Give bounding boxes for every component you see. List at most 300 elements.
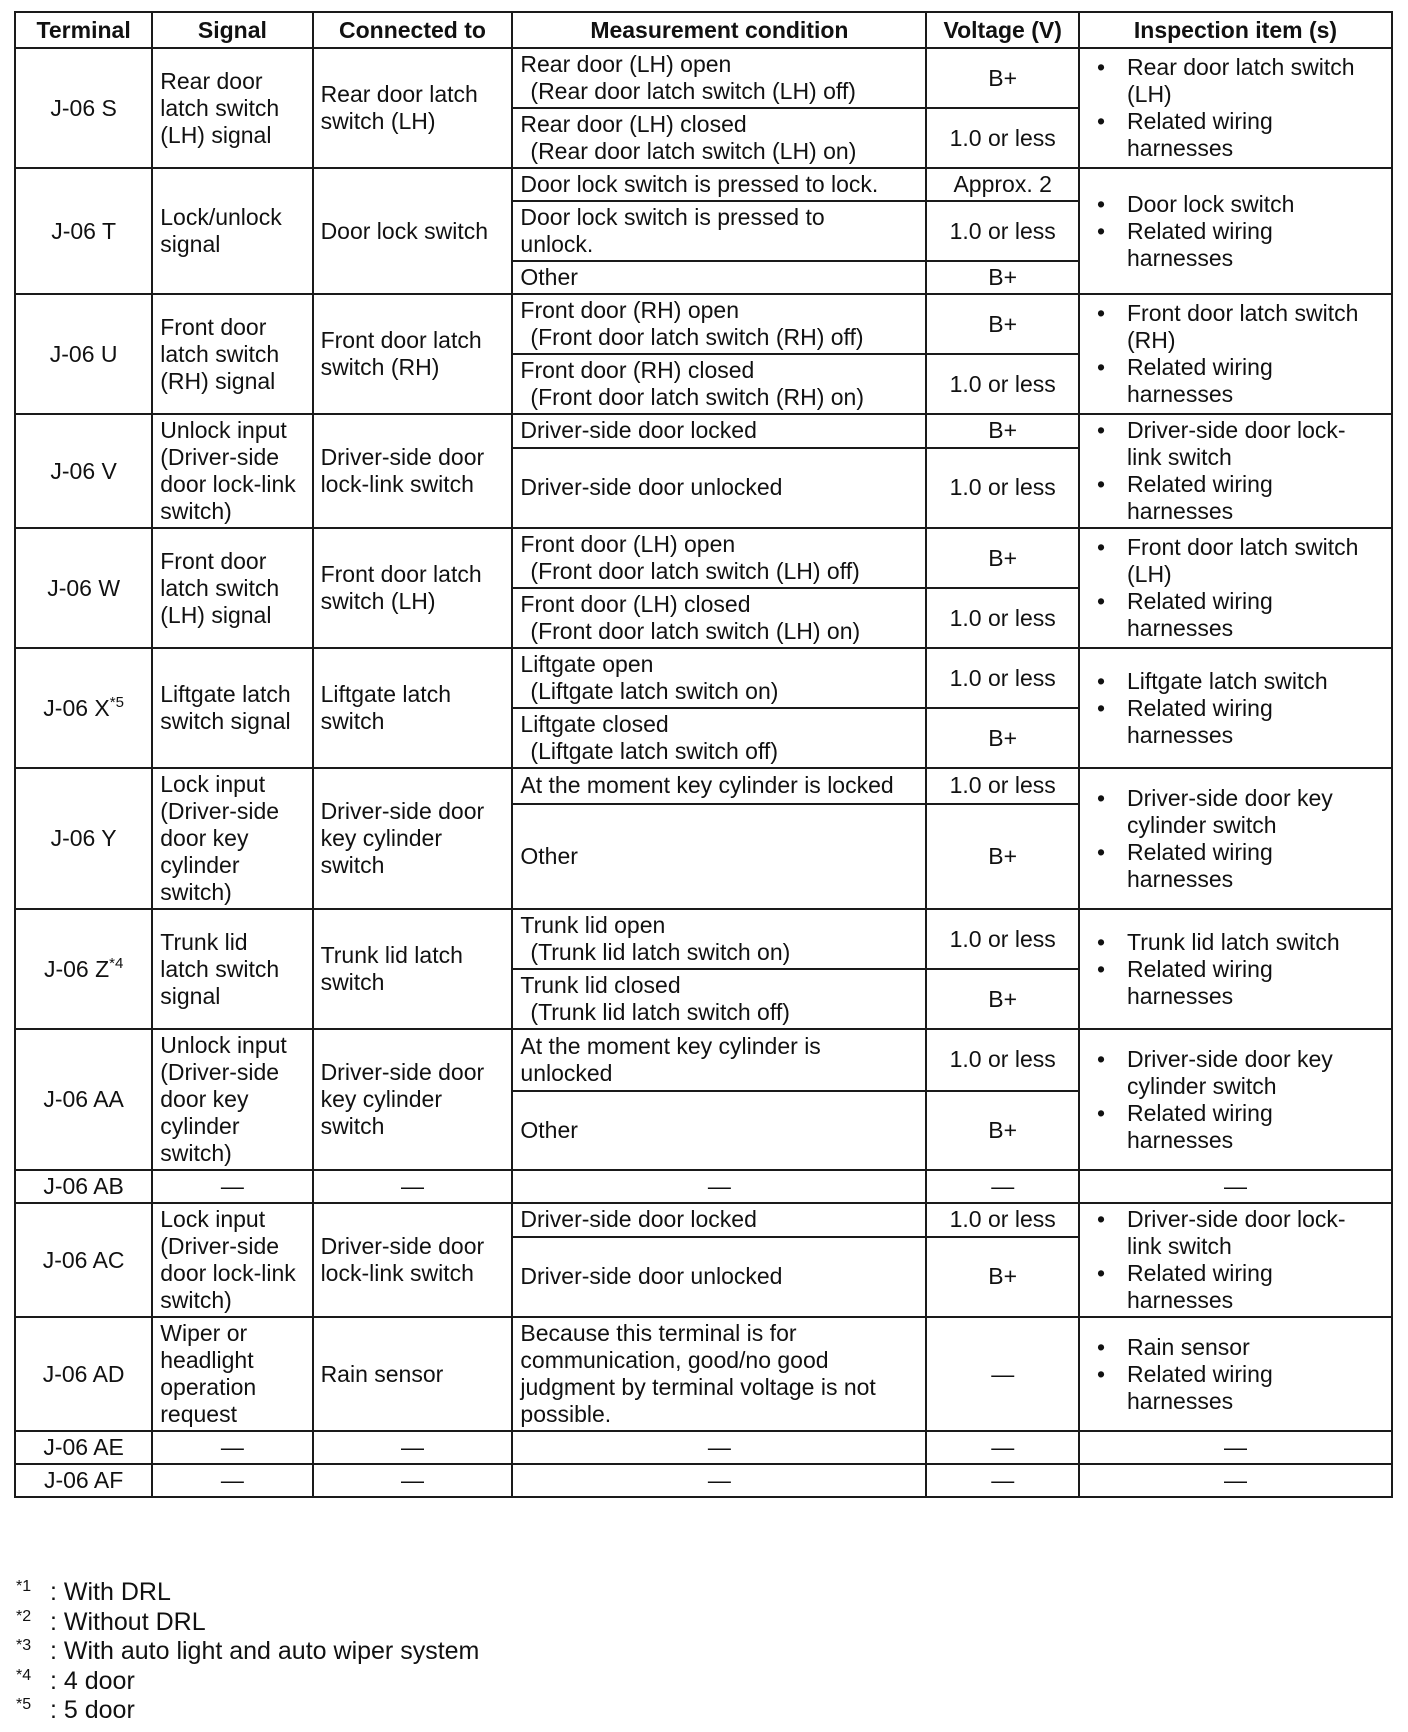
text-line: Related wiring <box>1127 1099 1273 1126</box>
table-row-j-06-z <box>15 909 1392 969</box>
text-line: switch) <box>160 1140 232 1166</box>
text-line: Front door latch switch <box>1127 534 1359 560</box>
text-line: switch (LH) <box>320 108 436 134</box>
text-line: Front door latch <box>320 561 482 587</box>
inspection-item <box>1127 1100 1384 1154</box>
text-line: Driver-side door lock- <box>1127 1206 1346 1232</box>
text-line: Liftgate closed <box>520 711 669 737</box>
terminal-label: J-06 V <box>50 457 117 484</box>
signal-cell <box>152 48 312 168</box>
footnote-text: : With DRL <box>50 1578 171 1606</box>
voltage-cell: B+ <box>926 708 1079 768</box>
text-line: link switch <box>1127 444 1232 470</box>
connected-to-cell <box>313 528 513 648</box>
inspection-item <box>1127 839 1384 893</box>
inspection-items-cell <box>1079 294 1392 414</box>
text-line: Front door <box>160 547 267 574</box>
connected-to-cell <box>313 768 513 909</box>
text-line: (LH) <box>1127 81 1172 107</box>
terminal-label: J-06 X <box>43 694 110 721</box>
text-line: Front door <box>160 313 267 340</box>
text-line: Liftgate latch <box>160 681 291 707</box>
measurement-condition-cell <box>512 108 926 168</box>
header-voltage: Voltage (V) <box>926 12 1079 48</box>
signal-cell <box>152 528 312 648</box>
footnote-ref: *5 <box>109 693 124 711</box>
voltage-cell: B+ <box>926 1237 1079 1317</box>
text-line: latch switch <box>160 340 280 367</box>
text-line: Related wiring <box>1127 1360 1273 1387</box>
terminal-cell <box>15 168 152 294</box>
text-line: Driver-side door <box>320 444 485 470</box>
terminal-cell <box>15 294 152 414</box>
inspection-list <box>1087 785 1384 893</box>
text-line: Door lock switch is pressed to lock. <box>520 171 879 197</box>
terminal-label: J-06 S <box>50 94 117 121</box>
voltage-cell: 1.0 or less <box>926 1029 1079 1091</box>
inspection-item <box>1127 1260 1384 1314</box>
measurement-condition-cell <box>512 201 926 261</box>
voltage-cell: 1.0 or less <box>926 108 1079 168</box>
terminal-label: J-06 T <box>51 217 117 244</box>
voltage-cell: B+ <box>926 261 1079 294</box>
text-line: lock-link switch <box>320 471 474 497</box>
connected-to-cell <box>313 168 513 294</box>
text-line: possible. <box>520 1401 612 1427</box>
connected-to-cell <box>313 909 513 1029</box>
text-line: Other <box>520 1116 578 1143</box>
text-line: switch (RH) <box>320 354 440 380</box>
text-line: Rain sensor <box>320 1360 444 1387</box>
footnote-item <box>16 1578 479 1608</box>
text-line: (Trunk lid latch switch on) <box>530 939 791 965</box>
table-row-j-06-aa <box>15 1029 1392 1091</box>
text-line: Driver-side door key <box>1127 784 1333 811</box>
measurement-condition-cell <box>512 588 926 648</box>
text-line: Door lock switch <box>1127 190 1295 217</box>
measurement-condition-cell <box>512 969 926 1029</box>
text-line: Driver-side door <box>320 1233 485 1259</box>
inspection-items-cell <box>1079 168 1392 294</box>
text-line: Liftgate open <box>520 651 654 677</box>
signal-cell <box>152 168 312 294</box>
text-line: (Driver-side <box>160 1233 280 1259</box>
text-line: (Rear door latch switch (LH) off) <box>530 78 856 104</box>
inspection-item <box>1127 108 1384 162</box>
voltage-cell: B+ <box>926 414 1079 448</box>
inspection-item <box>1127 956 1384 1010</box>
inspection-item <box>1127 929 1384 956</box>
text-line: Lock/unlock <box>160 204 282 230</box>
text-line: headlight <box>160 1347 254 1373</box>
inspection-items-cell <box>1079 1317 1392 1431</box>
inspection-item <box>1127 1046 1384 1100</box>
terminal-cell <box>15 48 152 168</box>
terminal-label: J-06 Y <box>50 825 117 851</box>
measurement-condition-cell <box>512 708 926 768</box>
text-line: Related wiring <box>1127 1260 1273 1286</box>
footnote-text: : 5 door <box>50 1696 135 1724</box>
text-line: Front door latch <box>320 327 482 353</box>
text-line: switch <box>320 852 385 878</box>
text-line: Because this terminal is for <box>520 1320 797 1346</box>
voltage-cell: 1.0 or less <box>926 768 1079 804</box>
inspection-item <box>1127 1334 1384 1361</box>
text-line: signal <box>160 982 221 1009</box>
inspection-item <box>1127 354 1384 408</box>
text-line: Door lock switch <box>320 217 488 244</box>
inspection-list <box>1087 417 1384 525</box>
text-line: harnesses <box>1127 381 1234 407</box>
text-line: request <box>160 1401 237 1427</box>
inspection-item <box>1127 54 1384 108</box>
inspection-item <box>1127 534 1384 588</box>
table-row-j-06-af <box>15 1464 1392 1497</box>
text-line: Front door (RH) closed <box>520 357 755 383</box>
text-line: (Front door latch switch (RH) on) <box>530 384 864 410</box>
text-line: cylinder switch <box>1127 811 1277 838</box>
terminal-label: J-06 AD <box>42 1360 125 1387</box>
text-line: operation <box>160 1374 257 1400</box>
measurement-condition-cell <box>512 448 926 528</box>
measurement-condition-cell <box>512 1237 926 1317</box>
text-line: cylinder switch <box>1127 1072 1277 1099</box>
text-line: (Driver-side <box>160 798 280 824</box>
connected-to-cell-empty: — <box>313 1464 513 1497</box>
footnote-mark: *2 <box>16 1607 32 1625</box>
measurement-condition-cell <box>512 354 926 414</box>
table-row-j-06-u <box>15 294 1392 354</box>
text-line: Driver-side door <box>320 798 485 824</box>
inspection-item <box>1127 300 1384 354</box>
terminal-cell <box>15 1170 152 1203</box>
text-line: (Front door latch switch (RH) off) <box>530 324 864 350</box>
voltage-cell: 1.0 or less <box>926 648 1079 708</box>
footnote-text: : 4 door <box>50 1666 135 1695</box>
text-line: (Rear door latch switch (LH) on) <box>530 138 857 164</box>
footnote-item <box>16 1637 479 1667</box>
text-line: judgment by terminal voltage is not <box>520 1374 876 1400</box>
header-measurement-condition: Measurement condition <box>512 12 926 48</box>
signal-cell <box>152 414 312 528</box>
text-line: harnesses <box>1127 498 1234 524</box>
terminal-label: J-06 AE <box>43 1434 124 1460</box>
text-line: harnesses <box>1127 1287 1234 1313</box>
text-line: (LH) <box>1127 561 1172 587</box>
terminal-cell <box>15 414 152 528</box>
connected-to-cell <box>313 48 513 168</box>
inspection-list <box>1087 1046 1384 1154</box>
inspection-items-cell <box>1079 909 1392 1029</box>
signal-cell-empty: — <box>152 1170 312 1203</box>
inspection-item <box>1127 668 1384 695</box>
inspection-item <box>1127 1206 1384 1260</box>
inspection-list <box>1087 534 1384 642</box>
inspection-item <box>1127 218 1384 272</box>
connected-to-cell <box>313 1203 513 1317</box>
inspection-list <box>1087 300 1384 408</box>
inspection-cell-empty: — <box>1079 1431 1392 1464</box>
inspection-cell-empty: — <box>1079 1170 1392 1203</box>
inspection-item <box>1127 417 1384 471</box>
text-line: Front door latch switch <box>1127 300 1359 326</box>
voltage-cell: Approx. 2 <box>926 168 1079 201</box>
text-line: (Front door latch switch (LH) off) <box>530 558 860 584</box>
terminal-label: J-06 AA <box>43 1086 124 1112</box>
text-line: (Driver-side <box>160 444 280 470</box>
signal-cell <box>152 1203 312 1317</box>
voltage-cell: 1.0 or less <box>926 588 1079 648</box>
terminal-label: J-06 AF <box>43 1467 124 1493</box>
terminal-cell <box>15 1431 152 1464</box>
text-line: Related wiring <box>1127 108 1273 134</box>
voltage-cell-empty: — <box>926 1170 1079 1203</box>
text-line: Rear door latch switch <box>1127 54 1355 80</box>
footnote-mark: *1 <box>16 1578 32 1595</box>
text-line: communication, good/no good <box>520 1347 829 1373</box>
voltage-cell: B+ <box>926 1091 1079 1170</box>
table-row-j-06-ac <box>15 1203 1392 1237</box>
inspection-cell-empty: — <box>1079 1464 1392 1497</box>
inspection-item <box>1127 471 1384 525</box>
voltage-cell: — <box>926 1317 1079 1431</box>
text-line: (LH) signal <box>160 601 272 628</box>
terminal-label: J-06 W <box>47 574 121 601</box>
text-line: switch <box>320 969 385 995</box>
condition-cell-empty: — <box>512 1431 926 1464</box>
voltage-cell: B+ <box>926 969 1079 1029</box>
text-line: Wiper or <box>160 1320 248 1346</box>
text-line: Related wiring <box>1127 955 1273 982</box>
voltage-cell: 1.0 or less <box>926 354 1079 414</box>
text-line: Related wiring <box>1127 588 1273 614</box>
text-line: switch) <box>160 498 232 524</box>
voltage-cell: B+ <box>926 804 1079 909</box>
inspection-item <box>1127 588 1384 642</box>
inspection-list <box>1087 929 1384 1010</box>
text-line: key cylinder <box>320 825 442 851</box>
text-line: Trunk lid latch <box>320 942 463 968</box>
text-line: (Trunk lid latch switch off) <box>530 999 790 1025</box>
text-line: Trunk lid <box>160 928 248 955</box>
terminal-cell <box>15 1317 152 1431</box>
text-line: signal <box>160 231 221 257</box>
signal-cell <box>152 768 312 909</box>
terminal-label: J-06 AC <box>42 1246 125 1273</box>
inspection-list <box>1087 191 1384 272</box>
voltage-cell: B+ <box>926 528 1079 588</box>
table-row-j-06-v <box>15 414 1392 448</box>
text-line: harnesses <box>1127 865 1234 892</box>
voltage-cell: B+ <box>926 48 1079 108</box>
text-line: At the moment key cylinder is locked <box>520 772 894 799</box>
table-row-j-06-w <box>15 528 1392 588</box>
terminal-cell <box>15 1464 152 1497</box>
inspection-items-cell <box>1079 48 1392 168</box>
connected-to-cell <box>313 648 513 768</box>
terminal-inspection-table <box>14 11 1393 1498</box>
measurement-condition-cell <box>512 414 926 448</box>
header-signal: Signal <box>152 12 312 48</box>
text-line: Driver-side door key <box>1127 1045 1333 1072</box>
text-line: unlock. <box>520 231 594 257</box>
measurement-condition-cell <box>512 648 926 708</box>
text-line: Door lock switch is pressed to <box>520 204 825 230</box>
text-line: harnesses <box>1127 615 1234 641</box>
measurement-condition-cell <box>512 768 926 804</box>
text-line: cylinder <box>160 852 240 878</box>
terminal-cell <box>15 648 152 768</box>
terminal-cell <box>15 909 152 1029</box>
connected-to-cell <box>313 1029 513 1170</box>
connected-to-cell <box>313 414 513 528</box>
voltage-cell: 1.0 or less <box>926 909 1079 969</box>
footnote-mark: *5 <box>16 1696 32 1713</box>
text-line: Liftgate latch switch <box>1127 667 1328 694</box>
footnote-text: : Without DRL <box>50 1607 206 1636</box>
voltage-cell: 1.0 or less <box>926 201 1079 261</box>
text-line: harnesses <box>1127 1387 1234 1414</box>
terminal-cell <box>15 1203 152 1317</box>
inspection-list <box>1087 54 1384 162</box>
table-row-j-06-ae <box>15 1431 1392 1464</box>
terminal-label: J-06 Z <box>43 955 110 982</box>
text-line: Trunk lid closed <box>520 972 681 998</box>
inspection-list <box>1087 668 1384 749</box>
header-inspection-items: Inspection item (s) <box>1079 12 1392 48</box>
text-line: Rain sensor <box>1127 1333 1250 1360</box>
table-body <box>15 48 1392 1497</box>
text-line: switch signal <box>160 708 291 734</box>
text-line: unlocked <box>520 1059 613 1086</box>
text-line: Related wiring <box>1127 694 1273 721</box>
measurement-condition-cell <box>512 48 926 108</box>
terminal-label: J-06 AB <box>43 1173 124 1199</box>
inspection-item <box>1127 785 1384 839</box>
text-line: cylinder <box>160 1113 240 1139</box>
voltage-cell: B+ <box>926 294 1079 354</box>
text-line: Driver-side door unlocked <box>520 474 783 501</box>
text-line: (Liftgate latch switch on) <box>530 678 779 704</box>
footnote-mark: *4 <box>16 1666 32 1684</box>
connected-to-cell <box>313 294 513 414</box>
inspection-items-cell <box>1079 1029 1392 1170</box>
text-line: harnesses <box>1127 244 1234 271</box>
text-line: link switch <box>1127 1233 1232 1259</box>
measurement-condition-cell <box>512 1091 926 1170</box>
measurement-condition-cell <box>512 1029 926 1091</box>
text-line: switch <box>320 708 385 734</box>
header-terminal: Terminal <box>15 12 152 48</box>
voltage-cell-empty: — <box>926 1464 1079 1497</box>
text-line: Lock input <box>160 1206 266 1232</box>
text-line: harnesses <box>1127 982 1234 1009</box>
text-line: Driver-side door locked <box>520 1206 757 1233</box>
connected-to-cell <box>313 1317 513 1431</box>
text-line: Unlock input <box>160 1032 287 1058</box>
text-line: Driver-side door unlocked <box>520 1263 783 1290</box>
text-line: switch) <box>160 1287 232 1313</box>
text-line: Related wiring <box>1127 471 1273 497</box>
text-line: Related wiring <box>1127 217 1273 244</box>
signal-cell-empty: — <box>152 1464 312 1497</box>
condition-cell-empty: — <box>512 1170 926 1203</box>
text-line: Unlock input <box>160 417 287 443</box>
text-line: door key <box>160 825 249 851</box>
table-row-j-06-s <box>15 48 1392 108</box>
signal-cell <box>152 909 312 1029</box>
text-line: (Front door latch switch (LH) on) <box>530 618 861 644</box>
text-line: lock-link switch <box>320 1260 474 1286</box>
measurement-condition-cell <box>512 168 926 201</box>
terminal-cell <box>15 528 152 648</box>
inspection-items-cell <box>1079 1203 1392 1317</box>
text-line: Other <box>520 842 578 869</box>
footnote-item <box>16 1608 479 1638</box>
text-line: (Liftgate latch switch off) <box>530 738 778 764</box>
text-line: key cylinder <box>320 1086 442 1112</box>
inspection-items-cell <box>1079 648 1392 768</box>
measurement-condition-cell <box>512 804 926 909</box>
text-line: Rear door latch <box>320 81 478 107</box>
terminal-cell <box>15 1029 152 1170</box>
text-line: Rear door <box>160 67 263 94</box>
inspection-list <box>1087 1334 1384 1415</box>
text-line: Driver-side door locked <box>520 417 757 444</box>
text-line: latch switch <box>160 574 280 601</box>
condition-cell-empty: — <box>512 1464 926 1497</box>
text-line: door lock-link <box>160 471 296 497</box>
text-line: Driver-side door <box>320 1059 485 1085</box>
measurement-condition-cell <box>512 909 926 969</box>
text-line: Front door (RH) open <box>520 297 739 323</box>
inspection-items-cell <box>1079 768 1392 909</box>
text-line: Related wiring <box>1127 838 1273 865</box>
header-row <box>15 12 1392 48</box>
text-line: (LH) signal <box>160 121 272 148</box>
connected-to-cell-empty: — <box>313 1431 513 1464</box>
signal-cell <box>152 648 312 768</box>
text-line: switch) <box>160 879 232 905</box>
terminal-cell <box>15 768 152 909</box>
footnote-item <box>16 1696 479 1726</box>
table-row-j-06-ab <box>15 1170 1392 1203</box>
text-line: Lock input <box>160 771 266 797</box>
text-line: switch (LH) <box>320 588 436 614</box>
footnote-text: : With auto light and auto wiper system <box>50 1637 480 1665</box>
signal-cell-empty: — <box>152 1431 312 1464</box>
text-line: Rear door (LH) open <box>520 51 732 77</box>
measurement-condition-cell <box>512 528 926 588</box>
text-line: (RH) signal <box>160 367 276 394</box>
text-line: Driver-side door lock- <box>1127 417 1346 443</box>
text-line: At the moment key cylinder is <box>520 1032 821 1059</box>
text-line: Other <box>520 264 578 290</box>
terminal-label: J-06 U <box>49 340 118 367</box>
text-line: Rear door (LH) closed <box>520 111 747 137</box>
text-line: Trunk lid latch switch <box>1127 928 1340 955</box>
voltage-cell-empty: — <box>926 1431 1079 1464</box>
measurement-condition-cell <box>512 1203 926 1237</box>
header-connected-to: Connected to <box>313 12 513 48</box>
measurement-condition-cell <box>512 294 926 354</box>
inspection-items-cell <box>1079 414 1392 528</box>
connected-to-cell-empty: — <box>313 1170 513 1203</box>
text-line: door lock-link <box>160 1260 296 1286</box>
table-row-j-06-x <box>15 648 1392 708</box>
inspection-item <box>1127 1361 1384 1415</box>
signal-cell <box>152 1317 312 1431</box>
